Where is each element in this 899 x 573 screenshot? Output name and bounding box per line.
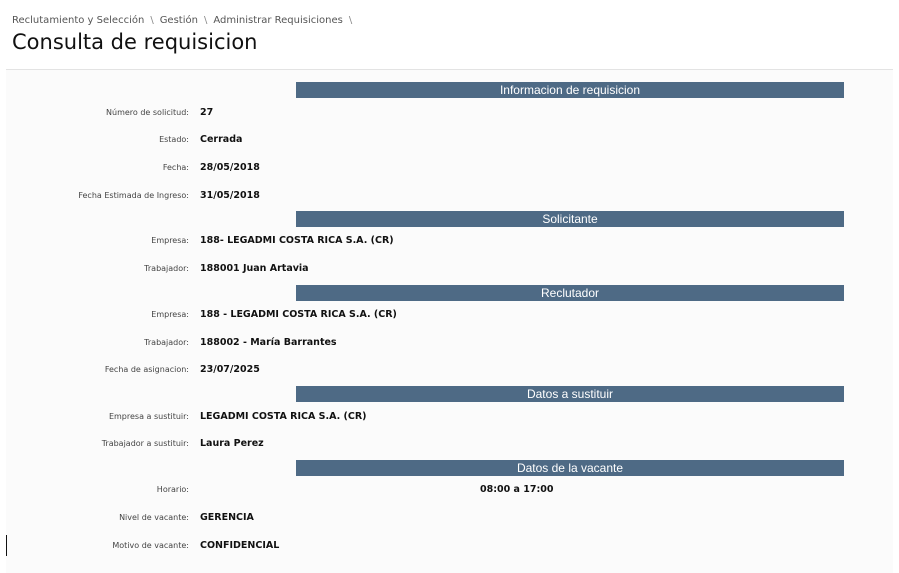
field-row-trabajador-sustituir	[0, 437, 899, 451]
solicitante-trabajador-label: Trabajador:	[144, 264, 189, 273]
breadcrumb	[12, 13, 358, 27]
field-row-numero-solicitud	[0, 106, 899, 120]
trabajador-sustituir-label: Trabajador a sustituir:	[101, 439, 189, 448]
breadcrumb-item-administrar-requisiciones[interactable]: Administrar Requisiciones	[213, 14, 343, 26]
breadcrumb-separator: \	[203, 14, 208, 26]
horario-label: Horario:	[156, 485, 189, 494]
section-header-datos-sustituir: Datos a sustituir	[296, 386, 844, 402]
field-row-reclutador-empresa	[0, 308, 899, 322]
fecha-estimada-ingreso-label: Fecha Estimada de Ingreso:	[78, 191, 189, 200]
reclutador-trabajador-value: 188002 - María Barrantes	[200, 337, 337, 348]
empresa-sustituir-label: Empresa a sustituir:	[108, 412, 189, 421]
estado-label: Estado:	[159, 135, 189, 144]
numero-solicitud-label: Número de solicitud:	[106, 108, 189, 117]
fecha-estimada-ingreso-value: 31/05/2018	[200, 190, 260, 201]
fecha-asignacion-value: 23/07/2025	[200, 364, 260, 375]
field-row-fecha-estimada-ingreso	[0, 189, 899, 203]
fecha-value: 28/05/2018	[200, 162, 260, 173]
field-row-fecha	[0, 161, 899, 175]
breadcrumb-item-gestion[interactable]: Gestión	[159, 14, 198, 26]
field-row-estado	[0, 133, 899, 147]
fecha-asignacion-label: Fecha de asignacion:	[104, 365, 189, 374]
section-header-reclutador: Reclutador	[296, 285, 844, 301]
field-row-reclutador-trabajador	[0, 336, 899, 350]
nivel-vacante-label: Nivel de vacante:	[119, 513, 189, 522]
breadcrumb-separator: \	[150, 14, 154, 26]
page-title: Consulta de requisicion	[12, 30, 258, 54]
numero-solicitud-value: 27	[200, 107, 214, 118]
field-row-horario	[0, 483, 899, 497]
field-row-nivel-vacante	[0, 511, 899, 525]
horario-value: 08:00 a 17:00	[480, 484, 554, 495]
empresa-sustituir-value: LEGADMI COSTA RICA S.A. (CR)	[200, 411, 367, 422]
field-row-solicitante-trabajador	[0, 262, 899, 276]
solicitante-empresa-label: Empresa:	[151, 236, 189, 245]
field-row-motivo-vacante	[0, 539, 899, 553]
motivo-vacante-value: CONFIDENCIAL	[200, 540, 280, 551]
reclutador-empresa-value: 188 - LEGADMI COSTA RICA S.A. (CR)	[200, 309, 397, 320]
section-header-solicitante: Solicitante	[296, 211, 844, 227]
solicitante-trabajador-value: 188001 Juan Artavia	[200, 263, 309, 274]
field-row-empresa-sustituir	[0, 410, 899, 424]
solicitante-empresa-value: 188- LEGADMI COSTA RICA S.A. (CR)	[200, 235, 394, 246]
field-row-solicitante-empresa	[0, 234, 899, 248]
field-row-fecha-asignacion	[0, 363, 899, 377]
text-cursor	[6, 535, 7, 556]
reclutador-trabajador-label: Trabajador:	[144, 338, 189, 347]
nivel-vacante-value: GERENCIA	[200, 512, 254, 523]
estado-value: Cerrada	[200, 134, 243, 145]
reclutador-empresa-label: Empresa:	[151, 310, 189, 319]
breadcrumb-item-reclutamiento[interactable]: Reclutamiento y Selección	[12, 14, 145, 26]
motivo-vacante-label: Motivo de vacante:	[112, 541, 189, 550]
section-header-informacion: Informacion de requisicion	[296, 82, 844, 98]
fecha-label: Fecha:	[162, 163, 189, 172]
breadcrumb-separator: \	[348, 14, 353, 26]
section-header-datos-vacante: Datos de la vacante	[296, 460, 844, 476]
trabajador-sustituir-value: Laura Perez	[200, 438, 264, 449]
